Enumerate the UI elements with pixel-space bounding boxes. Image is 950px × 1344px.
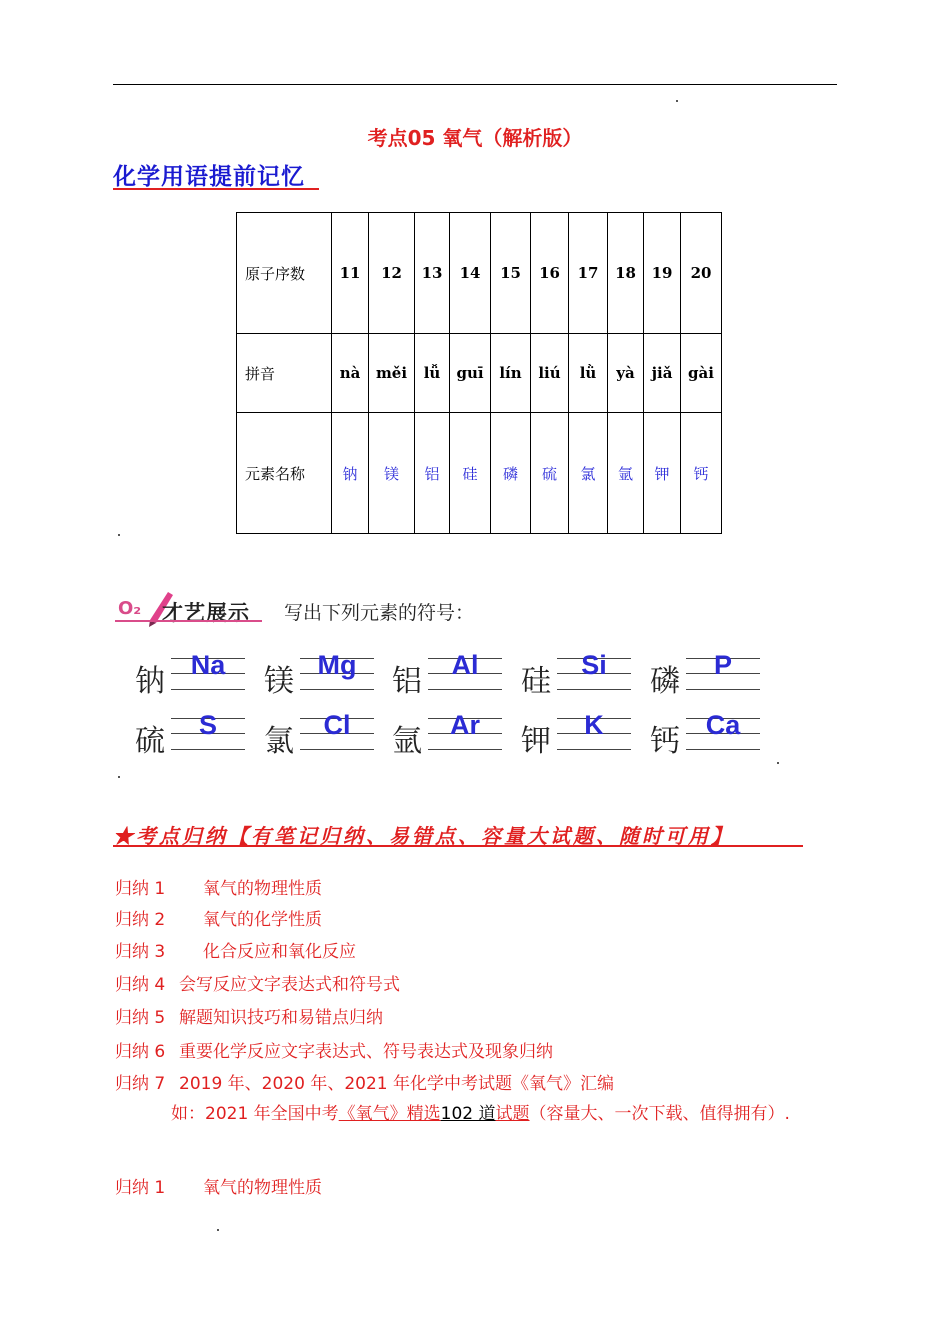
svg-text:O₂: O₂	[118, 598, 142, 619]
symbol-answer: Mg	[317, 650, 357, 680]
table-cell: 氩	[608, 413, 644, 534]
element-char: 镁	[264, 664, 294, 699]
table-cell: 14	[450, 213, 491, 334]
table-cell: 19	[644, 213, 681, 334]
summary-item	[115, 1173, 322, 1198]
item-number: 归纳 1	[115, 1178, 166, 1198]
item-text: 2019 年、2020 年、2021 年化学中考试题《氧气》汇编	[179, 1074, 615, 1094]
summary-item	[115, 937, 356, 962]
table-cell: 钙	[681, 413, 722, 534]
table-cell: 钠	[332, 413, 369, 534]
summary-item	[115, 1003, 383, 1028]
table-row-element-name	[237, 413, 722, 534]
stray-mark	[118, 776, 120, 778]
promo-link[interactable]: 《氧气》精选	[338, 1104, 441, 1124]
table-cell: měi	[369, 334, 415, 413]
summary-item	[115, 1037, 553, 1062]
item-number: 归纳 1	[115, 879, 166, 899]
table-cell: jiǎ	[644, 334, 681, 413]
promo-suffix: （容量大、一次下载、值得拥有）.	[529, 1104, 790, 1124]
item-number: 归纳 3	[115, 942, 166, 962]
element-char: 氯	[264, 724, 294, 759]
item-text: 氧气的化学性质	[203, 910, 322, 930]
element-char: 氩	[392, 724, 422, 759]
symbol-answer: Si	[581, 650, 607, 680]
table-cell: 钾	[644, 413, 681, 534]
item-number: 归纳 4	[115, 975, 166, 995]
summary-item	[115, 905, 322, 930]
item-number: 归纳 2	[115, 910, 166, 930]
symbol-answer: Na	[190, 650, 226, 680]
summary-heading-underline	[113, 845, 803, 847]
stray-mark	[777, 762, 779, 764]
table-cell: lǚ	[415, 334, 450, 413]
table-cell: guī	[450, 334, 491, 413]
promo-count[interactable]: 102 道	[440, 1104, 496, 1124]
table-cell: lín	[491, 334, 531, 413]
element-char: 铝	[392, 664, 422, 699]
element-char: 钾	[521, 724, 551, 759]
item-number: 归纳 7	[115, 1074, 166, 1094]
table-cell: gài	[681, 334, 722, 413]
table-cell: 16	[531, 213, 569, 334]
stray-mark	[217, 1229, 219, 1231]
summary-item	[115, 874, 322, 899]
logo-label: 才艺展示	[162, 601, 250, 625]
table-row-atomic-number	[237, 213, 722, 334]
table-cell: 13	[415, 213, 450, 334]
summary-item	[115, 1069, 614, 1094]
element-char: 钙	[650, 724, 680, 759]
item-text: 化合反应和氧化反应	[203, 942, 356, 962]
element-table	[236, 212, 722, 534]
section-heading: 化学用语提前记忆	[113, 164, 305, 190]
table-cell: 磷	[491, 413, 531, 534]
symbol-answer: P	[713, 650, 732, 680]
item-text: 解题知识技巧和易错点归纳	[179, 1008, 383, 1028]
document-title: 考点05 氧气（解析版）	[367, 126, 583, 150]
table-cell: 11	[332, 213, 369, 334]
stray-mark	[118, 534, 120, 536]
row-label: 原子序数	[237, 213, 332, 334]
symbol-answer: S	[198, 710, 217, 740]
element-char: 钠	[135, 664, 165, 699]
table-cell: 17	[569, 213, 608, 334]
table-cell: lǜ	[569, 334, 608, 413]
symbol-answer: Al	[451, 650, 479, 680]
symbol-answer: Ca	[705, 710, 741, 740]
element-char: 硫	[135, 724, 165, 759]
item-text: 重要化学反应文字表达式、符号表达式及现象归纳	[179, 1042, 553, 1062]
item-text: 氧气的物理性质	[203, 1178, 322, 1198]
summary-item	[115, 970, 400, 995]
symbol-answer: Ar	[449, 710, 480, 740]
symbol-answer: K	[584, 710, 604, 740]
table-row-pinyin	[237, 334, 722, 413]
table-cell: 20	[681, 213, 722, 334]
table-cell: 硫	[531, 413, 569, 534]
table-cell: 15	[491, 213, 531, 334]
logo-underline	[115, 620, 262, 622]
exercise-instruction: 写出下列元素的符号：	[284, 602, 475, 624]
element-char: 硅	[521, 664, 551, 699]
element-char: 磷	[650, 664, 680, 699]
promo-link[interactable]: 试题	[495, 1104, 530, 1124]
table-cell: 硅	[450, 413, 491, 534]
table-cell: 镁	[369, 413, 415, 534]
item-text: 氧气的物理性质	[203, 879, 322, 899]
section-heading-underline	[113, 188, 319, 190]
stray-mark	[676, 100, 678, 102]
item-number: 归纳 6	[115, 1042, 166, 1062]
table-cell: 12	[369, 213, 415, 334]
row-label: 元素名称	[237, 413, 332, 534]
table-cell: 氯	[569, 413, 608, 534]
item-number: 归纳 5	[115, 1008, 166, 1028]
table-cell: 铝	[415, 413, 450, 534]
header-rule	[113, 84, 837, 85]
symbol-answer: Cl	[323, 710, 351, 740]
promo-paragraph	[115, 1096, 837, 1132]
summary-heading: ★考点归纳【有笔记归纳、易错点、容量大试题、随时可用】	[113, 824, 734, 848]
promo-prefix: 如：2021 年全国中考	[171, 1104, 339, 1124]
table-cell: yà	[608, 334, 644, 413]
o2-pencil-icon	[116, 590, 158, 618]
table-cell: nà	[332, 334, 369, 413]
table-cell: 18	[608, 213, 644, 334]
row-label: 拼音	[237, 334, 332, 413]
table-cell: liú	[531, 334, 569, 413]
item-text: 会写反应文字表达式和符号式	[179, 975, 400, 995]
